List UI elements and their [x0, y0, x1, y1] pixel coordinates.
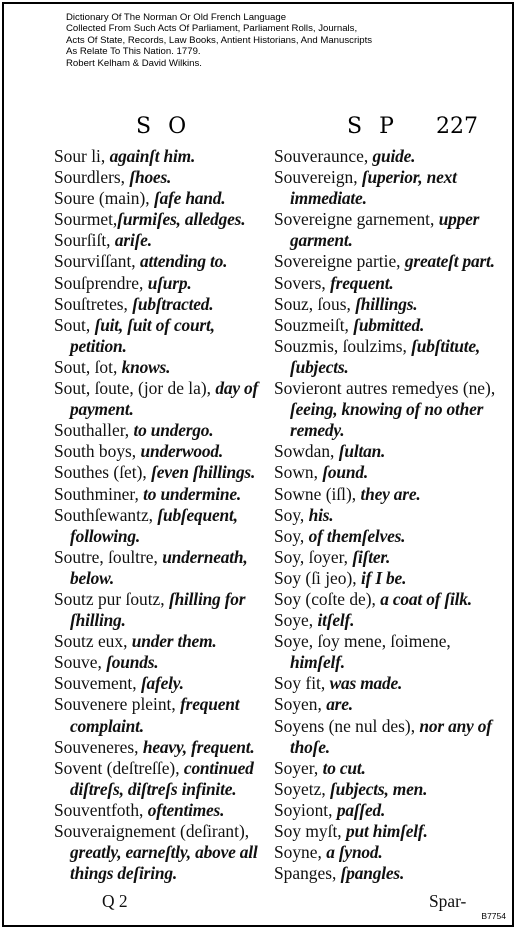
dictionary-entry	[54, 230, 260, 251]
dictionary-entry	[274, 209, 510, 251]
headword: Sowdan,	[274, 441, 335, 462]
definition: to undermine.	[143, 483, 242, 504]
definition: knows.	[121, 356, 171, 377]
definition: to undergo.	[133, 420, 214, 441]
headword: Sown,	[274, 462, 318, 483]
definition: nor any of thoſe.	[290, 715, 492, 757]
definition: ſound.	[322, 462, 369, 483]
dictionary-entry	[54, 441, 260, 462]
headword: Soy fit,	[274, 673, 326, 694]
dictionary-entry	[274, 462, 510, 483]
definition: underwood.	[140, 441, 224, 462]
definition: ſubjects, men.	[330, 778, 428, 799]
headword: Sourſiſt,	[54, 230, 111, 251]
headword: Soye,	[274, 610, 314, 631]
headword: Souzmeiſt,	[274, 314, 349, 335]
headword: Soy, ſoyer,	[274, 546, 349, 567]
dictionary-entry	[274, 167, 510, 209]
headword: Souveraignement (deſirant),	[54, 821, 250, 841]
definition: againſt him.	[109, 146, 196, 166]
headword: Southſewantz,	[54, 504, 154, 525]
dictionary-entry	[274, 441, 510, 462]
headword: Sourdlers,	[54, 167, 126, 188]
author-line: Robert Kelham & David Wilkins.	[66, 57, 202, 69]
title-line: Dictionary Of The Norman Or Old French Language	[66, 12, 287, 23]
definition: ſounds.	[106, 652, 159, 673]
dictionary-entry	[274, 315, 510, 336]
dictionary-entry	[274, 378, 510, 441]
definition: day of payment.	[70, 378, 259, 420]
definition: they are.	[360, 483, 421, 504]
headword: Souzmis, ſoulzims,	[274, 335, 407, 356]
headword: Sout, ſot,	[54, 356, 118, 377]
dictionary-entry	[54, 462, 260, 483]
definition: a ſynod.	[326, 842, 383, 863]
headword: Soyiont,	[274, 799, 333, 820]
headword: Sout, ſoute, (jor de la),	[54, 378, 211, 399]
image-code: B7754	[481, 911, 506, 921]
definition: upper garment.	[290, 209, 480, 251]
page-number: 227	[436, 114, 478, 139]
headword: South boys,	[54, 441, 137, 462]
definition: of themſelves.	[308, 525, 406, 546]
headword: Sovieront autres remedyes (ne),	[274, 378, 496, 399]
headword: Soyer,	[274, 757, 319, 778]
title-block	[66, 12, 506, 69]
dictionary-entry	[274, 568, 510, 589]
headword: Southminer,	[54, 483, 139, 504]
headword: Soy myſt,	[274, 821, 342, 841]
right-column	[274, 146, 510, 884]
definition: heavy, frequent.	[142, 736, 255, 757]
catchword: Spar-	[429, 891, 467, 911]
definition: continued diſtreſs, diſtreſs infinite.	[70, 757, 254, 799]
running-head-right: S P	[347, 114, 399, 139]
definition: frequent complaint.	[70, 694, 240, 736]
definition: ſubſequent, following.	[70, 504, 238, 546]
definition: are.	[326, 694, 353, 715]
dictionary-entry	[274, 610, 510, 631]
dictionary-entry	[54, 652, 260, 673]
dictionary-entry	[274, 800, 510, 821]
dictionary-entry	[274, 694, 510, 715]
definition: paſſed.	[336, 799, 386, 820]
dictionary-entry	[54, 737, 260, 758]
dictionary-entry	[274, 146, 510, 167]
title-line: As Relate To This Nation. 1779.	[66, 46, 201, 58]
definition: greatly, earneſtly, above all things deſiring.	[70, 842, 258, 884]
left-column	[54, 146, 260, 884]
signature-mark: Q 2	[102, 891, 128, 911]
definition: ſafe hand.	[153, 188, 226, 209]
headword: Soutz eux,	[54, 631, 128, 652]
headword: Sourmet,	[54, 209, 118, 230]
running-head-left: S O	[136, 114, 192, 139]
dictionary-entry	[54, 146, 260, 167]
definition: uſurp.	[147, 272, 192, 293]
dictionary-entry	[54, 631, 260, 652]
dictionary-entry	[274, 758, 510, 779]
dictionary-entry	[54, 589, 260, 631]
dictionary-entry	[54, 209, 260, 230]
headword: Souvenere pleint,	[54, 694, 176, 715]
dictionary-entry	[54, 484, 260, 505]
definition: ſhilling for ſhilling.	[70, 588, 246, 631]
definition: if I be.	[360, 567, 407, 588]
headword: Southes (ſet),	[54, 462, 147, 483]
definition: was made.	[329, 673, 403, 694]
definition: ſafely.	[140, 673, 184, 694]
definition: itſelf.	[317, 610, 355, 631]
dictionary-entry	[54, 505, 260, 547]
definition: ſurmiſes, alledges.	[117, 209, 246, 230]
dictionary-entry	[274, 336, 510, 378]
dictionary-entry	[274, 631, 510, 673]
headword: Sowne (iſl),	[274, 483, 357, 504]
dictionary-entry	[274, 547, 510, 568]
title-line: Acts Of State, Records, Law Books, Antient Historians, And Manuscripts	[66, 34, 373, 46]
definition: put himſelf.	[346, 821, 428, 841]
dictionary-entry	[54, 378, 260, 420]
dictionary-entry	[274, 673, 510, 694]
headword: Souve,	[54, 652, 102, 673]
dictionary-entry	[54, 821, 260, 884]
dictionary-entry	[274, 273, 510, 294]
headword: Soy (coſte de),	[274, 588, 376, 609]
headword: Souveneres,	[54, 736, 139, 757]
headword: Soye, ſoy mene, ſoimene,	[274, 631, 451, 652]
definition: ſhillings.	[355, 293, 418, 314]
dictionary-entry	[54, 547, 260, 589]
dictionary-entry	[274, 505, 510, 526]
headword: Souveraunce,	[274, 146, 369, 166]
headword: Souſtretes,	[54, 293, 128, 314]
dictionary-entry	[274, 251, 510, 272]
dictionary-entry	[54, 357, 260, 378]
dictionary-entry	[54, 800, 260, 821]
headword: Spanges,	[274, 863, 337, 884]
definition: ariſe.	[114, 230, 152, 251]
headword: Soure (main),	[54, 188, 150, 209]
dictionary-entry	[54, 273, 260, 294]
definition: guide.	[372, 146, 416, 166]
dictionary-entry	[274, 716, 510, 758]
headword: Southaller,	[54, 420, 130, 441]
headword: Sovers,	[274, 272, 326, 293]
definition: ſubmitted.	[353, 314, 425, 335]
dictionary-entry	[274, 526, 510, 547]
dictionary-entry	[54, 167, 260, 188]
dictionary-entry	[54, 294, 260, 315]
definition: ſiſter.	[352, 546, 391, 567]
definition: ſeven ſhillings.	[151, 462, 256, 483]
definition: greateſt part.	[404, 251, 495, 272]
headword: Soutz pur ſoutz,	[54, 588, 165, 609]
headword: Soyens (ne nul des),	[274, 715, 416, 736]
definition: a coat of ſilk.	[380, 588, 472, 609]
headword: Souſprendre,	[54, 272, 144, 293]
headword: Sour li,	[54, 146, 106, 166]
headword: Sovent (deſtreſſe),	[54, 757, 180, 778]
definition: himſelf.	[290, 652, 345, 673]
definition: ſuit, ſuit of court, petition.	[70, 314, 215, 356]
definition: frequent.	[330, 272, 394, 293]
headword: Sourviſſant,	[54, 251, 136, 272]
page-frame	[2, 2, 514, 927]
definition: ſultan.	[338, 441, 386, 462]
definition: ſuperior, next immediate.	[290, 167, 457, 209]
definition: to cut.	[322, 757, 366, 778]
definition: ſubſtitute, ſubjects.	[290, 335, 481, 377]
definition: under them.	[131, 631, 217, 652]
dictionary-entry	[274, 484, 510, 505]
dictionary-entry	[274, 821, 510, 842]
definition: oftentimes.	[147, 799, 225, 820]
headword: Soy (ſi jeo),	[274, 567, 357, 588]
headword: Souvereign,	[274, 167, 358, 188]
dictionary-entry	[274, 589, 510, 610]
dictionary-entry	[274, 842, 510, 863]
dictionary-entry	[54, 188, 260, 209]
headword: Sout,	[54, 314, 91, 335]
definition: ſpangles.	[340, 863, 405, 884]
definition: ſubſtracted.	[132, 293, 214, 314]
headword: Souvement,	[54, 673, 137, 694]
headword: Soy,	[274, 525, 305, 546]
headword: Souz, ſous,	[274, 293, 351, 314]
dictionary-entry	[274, 294, 510, 315]
headword: Soyne,	[274, 842, 322, 863]
headword: Sovereigne garnement,	[274, 209, 435, 230]
headword: Sovereigne partie,	[274, 251, 401, 272]
definition: underneath, below.	[70, 546, 248, 588]
definition: his.	[308, 504, 334, 525]
dictionary-entry	[54, 673, 260, 694]
definition: ſhoes.	[129, 167, 172, 188]
dictionary-entry	[54, 420, 260, 441]
dictionary-entry	[54, 758, 260, 800]
dictionary-entry	[274, 863, 510, 884]
headword: Souventfoth,	[54, 799, 144, 820]
headword: Soyen,	[274, 694, 322, 715]
dictionary-entry	[54, 251, 260, 272]
definition: attending to.	[140, 251, 228, 272]
headword: Soy,	[274, 504, 305, 525]
dictionary-entry	[274, 779, 510, 800]
dictionary-entry	[54, 315, 260, 357]
headword: Soutre, ſoultre,	[54, 546, 158, 567]
headword: Soyetz,	[274, 778, 326, 799]
definition: ſeeing, knowing of no other remedy.	[290, 399, 484, 441]
title-line: Collected From Such Acts Of Parliament, Parliament Rolls, Journals,	[66, 23, 358, 35]
dictionary-entry	[54, 694, 260, 736]
